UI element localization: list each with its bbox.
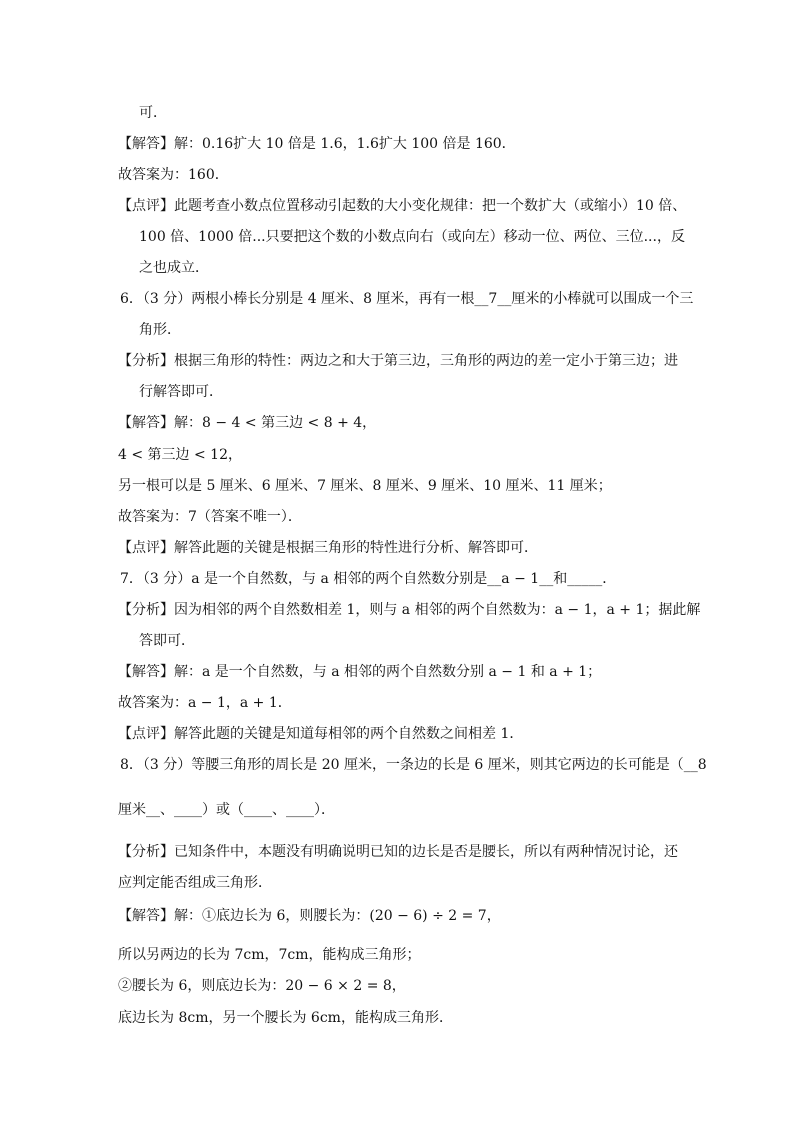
text-line: 可． [139, 105, 167, 121]
text-line: 【分析】根据三角形的特性：两边之和大于第三边，三角形的两边的差一定小于第三边；进 [118, 353, 678, 369]
text-line: 【点评】解答此题的关键是知道每相邻的两个自然数之间相差 1． [118, 726, 524, 742]
text-line: 【点评】解答此题的关键是根据三角形的特性进行分析、解答即可． [118, 540, 538, 556]
text-line: 另一根可以是 5 厘米、6 厘米、7 厘米、8 厘米、9 厘米、10 厘米、11 厘米； [118, 478, 612, 494]
text-line: 【解答】解：0.16扩大 10 倍是 1.6，1.6扩大 100 倍是 160． [118, 136, 516, 152]
question-6: 6．（3 分）两根小棒长分别是 4 厘米、8 厘米，再有一根__7__厘米的小棒就可以围成一个三 [120, 291, 694, 307]
text-line: 【解答】解：a 是一个自然数，与 a 相邻的两个自然数分别 a − 1 和 a + 1； [118, 664, 602, 680]
text-line: 角形． [139, 322, 181, 338]
text-line: 故答案为：a − 1，a + 1． [118, 695, 292, 711]
text-line: 4 < 第三边 < 12， [118, 447, 242, 463]
text-line: 故答案为：7（答案不唯一）． [118, 509, 302, 525]
text-line: 应判定能否组成三角形． [118, 875, 272, 891]
text-line: 【解答】解：8 − 4 < 第三边 < 8 + 4， [118, 415, 377, 431]
text-line: 【分析】已知条件中，本题没有明确说明已知的边长是否是腰长，所以有两种情况讨论，还 [118, 844, 678, 860]
text-line: 厘米__、____）或（____、____）． [118, 802, 335, 818]
text-line: 【分析】因为相邻的两个自然数相差 1，则与 a 相邻的两个自然数为：a − 1，a + 1；据此解 [118, 602, 701, 618]
text-line: 底边长为 8cm，另一个腰长为 6cm，能构成三角形． [118, 1010, 453, 1026]
text-line: 所以另两边的长为 7cm，7cm，能构成三角形； [118, 947, 421, 963]
text-line: 故答案为：160． [118, 167, 229, 183]
text-line: 行解答即可． [139, 384, 223, 400]
text-line: 100 倍、1000 倍...只要把这个数的小数点向右（或向左）移动一位、两位、三位...，反 [139, 229, 685, 245]
question-7: 7．（3 分）a 是一个自然数，与 a 相邻的两个自然数分别是__a − 1__和_____． [120, 571, 617, 587]
text-line: 答即可． [139, 633, 195, 649]
text-line: ②腰长为 6，则底边长为：20 − 6 × 2 = 8， [118, 978, 406, 994]
text-line: 之也成立． [139, 260, 209, 276]
question-8: 8．（3 分）等腰三角形的周长是 20 厘米，一条边的长是 6 厘米，则其它两边的长可能是（__8 [120, 757, 707, 773]
text-line: 【点评】此题考查小数点位置移动引起数的大小变化规律：把一个数扩大（或缩小）10 倍、 [118, 198, 687, 214]
text-line: 【解答】解：①底边长为 6，则腰长为：(20 − 6) ÷ 2 = 7， [118, 908, 501, 924]
